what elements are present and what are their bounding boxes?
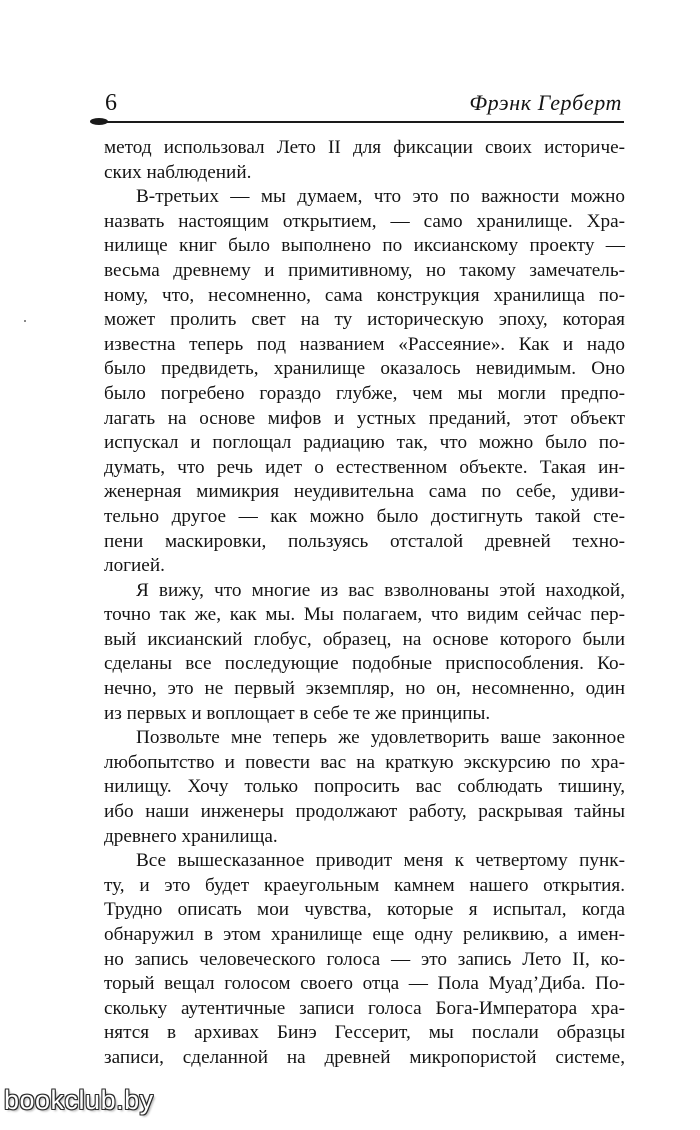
text-line: ному, что, несомненно, сама конструкция хранилища по- xyxy=(104,284,625,306)
text-line: точно так же, как мы. Мы полагаем, что видим сейчас пер- xyxy=(104,604,625,626)
margin-speck xyxy=(24,320,26,322)
running-head xyxy=(96,88,622,116)
text-line: сделаны все последующие подобные приспособления. Ко- xyxy=(104,653,625,675)
text-line: может пролить свет на ту историческую эпоху, которая xyxy=(104,309,625,331)
text-line: нечно, это не первый экземпляр, но он, несомненно, один xyxy=(104,678,625,700)
header-rule xyxy=(104,121,624,123)
text-line: обнаружил в этом хранилище еще одну реликвию, а имен- xyxy=(104,924,625,945)
text-line: Трудно описать мои чувства, которые я испытал, когда xyxy=(104,899,625,921)
text-line: нятся в архивах Бинэ Гессерит, мы послали образцы xyxy=(104,1022,625,1044)
text-line: ских наблюдений. xyxy=(104,161,252,183)
running-title: Фрэнк Герберт xyxy=(469,90,622,115)
text-line: метод использовал Лето II для фиксации своих историче- xyxy=(104,137,625,158)
text-line: нилище книг было выполнено по иксианскому проекту — xyxy=(104,235,625,257)
text-line: логией. xyxy=(104,555,165,577)
text-line: весьма древнему и примитивному, но такому замечатель- xyxy=(104,259,625,281)
text-line: тельно другое — как можно было достигнуть такой сте- xyxy=(104,505,625,527)
text-line: В-третьих — мы думаем, что это по важности можно xyxy=(136,186,625,208)
text-line: было погребено гораздо глубже, чем мы могли предпо- xyxy=(104,382,625,404)
text-line: лагать на основе мифов и устных преданий, этот объект xyxy=(104,407,625,429)
text-line: думать, что речь идет о естественном объекте. Такая ин- xyxy=(104,456,625,478)
text-line: пени маскировки, пользуясь отсталой древней техно- xyxy=(104,530,625,552)
text-line: нилищу. Хочу только попросить вас соблюдать тишину, xyxy=(104,776,625,798)
text-line: Позвольте мне теперь же удовлетворить ваше законное xyxy=(136,727,625,749)
page-number: 6 xyxy=(105,90,117,116)
text-line: древнего хранилища. xyxy=(104,825,278,847)
text-line: Все вышесказанное приводит меня к четвертому пунк- xyxy=(136,850,625,872)
text-line: торый вещал голосом своего отца — Пола Муад’Диба. По- xyxy=(104,973,625,995)
text-line: ту, и это будет краеугольным камнем нашего открытия. xyxy=(104,874,625,896)
page-body-text xyxy=(104,136,625,1071)
text-line: было предвидеть, хранилище оказалось невидимым. Оно xyxy=(104,358,625,380)
text-line: вый иксианский глобус, образец, на основе которого были xyxy=(104,628,625,650)
text-line: испускал и поглощал радиацию так, что можно было по- xyxy=(104,432,625,454)
watermark: bookclub.by xyxy=(4,1085,154,1115)
text-line: Я вижу, что многие из вас взволнованы этой находкой, xyxy=(136,579,625,601)
text-line: назвать настоящим открытием, — само хранилище. Хра- xyxy=(104,210,625,232)
text-line: женерная мимикрия неудивительна сама по себе, удиви- xyxy=(104,481,625,503)
text-line: известна теперь под названием «Рассеяние». Как и надо xyxy=(104,333,625,355)
text-line: из первых и воплощает в себе те же принципы. xyxy=(104,702,491,724)
text-line: любопытство и повести вас на краткую экскурсию по хра- xyxy=(104,751,625,773)
text-line: скольку аутентичные записи голоса Бога-Императора хра- xyxy=(104,997,625,1019)
text-line: записи, сделанной на древней микропористой системе, xyxy=(104,1046,625,1068)
text-line: ибо наши инженеры продолжают работу, раскрывая тайны xyxy=(104,801,625,823)
text-line: но запись человеческого голоса — это запись Лето II, ко- xyxy=(104,948,625,970)
